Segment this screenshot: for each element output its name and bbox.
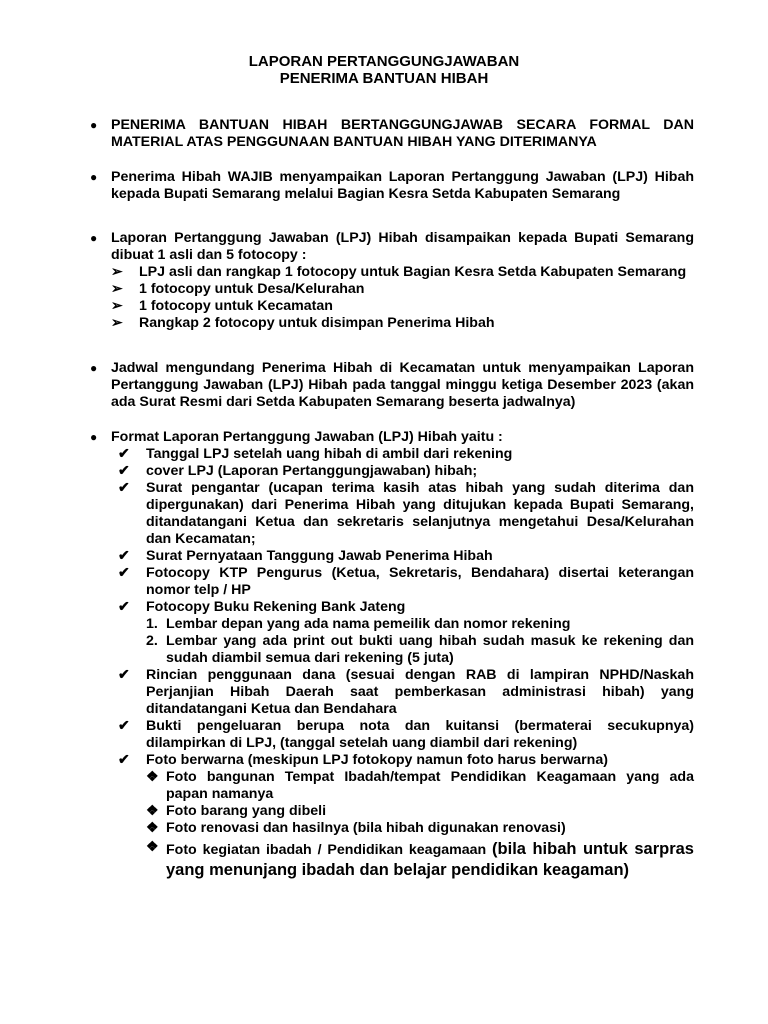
numbered-item: [118, 633, 694, 667]
photo-item: [118, 769, 694, 803]
checklist-item-text: cover LPJ (Laporan Pertanggungjawaban) hibah;: [146, 463, 478, 479]
item-number: 2.: [146, 633, 158, 649]
check-icon: ✔: [118, 480, 130, 496]
checklist-item-text: Bukti pengeluaran berupa nota dan kuitansi (bermaterai secukupnya) dilampirkan di LPJ, (tanggal setelah uang diambil dari rekening): [146, 718, 694, 751]
check-icon: ✔: [118, 718, 130, 734]
check-icon: ✔: [118, 599, 130, 615]
checklist-item-text: Foto berwarna (meskipun LPJ fotokopy namun foto harus berwarna): [146, 752, 608, 768]
paragraph-text: Laporan Pertanggung Jawaban (LPJ) Hibah disampaikan kepada Bupati Semarang dibuat 1 asli dan 5 fotocopy :: [111, 230, 694, 263]
photo-item-emphasis: (bila hibah untuk sarpras yang menunjang ibadah dan belajar pendidikan keagaman): [166, 840, 694, 879]
list-item-text: 1 fotocopy untuk Desa/Kelurahan: [139, 281, 365, 297]
diamond-icon: ❖: [146, 803, 159, 819]
bullet-icon: ●: [90, 231, 98, 245]
title-line-2: PENERIMA BANTUAN HIBAH: [279, 70, 489, 87]
document-title: [0, 53, 768, 87]
paragraph-text: PENERIMA BANTUAN HIBAH BERTANGGUNGJAWAB SECARA FORMAL DAN MATERIAL ATAS PENGGUNAAN BANTUAN HIBAH YANG DITERIMANYA: [111, 117, 694, 150]
list-item-text: Rangkap 2 fotocopy untuk disimpan Penerima Hibah: [139, 315, 495, 331]
check-icon: ✔: [118, 463, 130, 479]
checklist-item: [118, 548, 694, 565]
arrow-icon: ➢: [111, 298, 123, 314]
photo-item-text: Foto kegiatan ibadah / Pendidikan keagamaan: [166, 842, 493, 858]
checklist-item: [118, 565, 694, 599]
photo-item-text: Foto bangunan Tempat Ibadah/tempat Pendidikan Keagamaan yang ada papan namanya: [166, 769, 694, 802]
checklist-item-text: Surat pengantar (ucapan terima kasih atas hibah yang sudah diterima dan dipergunakan) dari Penerima Hibah yang ditujukan kepada Bupati Semarang, ditandatangani Ketua dan sekretaris selanjutnya mengetahui Desa/Kelurahan dan Kecamatan;: [146, 480, 694, 547]
check-icon: ✔: [118, 548, 130, 564]
check-icon: ✔: [118, 446, 130, 462]
photo-item: [118, 820, 694, 837]
checklist-item: [118, 667, 694, 718]
list-item-text: 1 fotocopy untuk Kecamatan: [139, 298, 333, 314]
list-item: [90, 315, 694, 332]
paragraph-schedule: [90, 360, 694, 411]
arrow-icon: ➢: [111, 315, 123, 331]
checklist-item: [118, 718, 694, 752]
paragraph-text: Jadwal mengundang Penerima Hibah di Kecamatan untuk menyampaikan Laporan Pertanggung Jawaban (LPJ) Hibah pada tanggal minggu ketiga Desember 2023 (akan ada Surat Resmi dari Setda Kabupaten Semarang beserta jadwalnya): [111, 360, 694, 410]
paragraph-formal-responsibility: [90, 117, 694, 151]
format-checklist: [90, 446, 694, 881]
numbered-item-text: Lembar yang ada print out bukti uang hibah sudah masuk ke rekening dan sudah diambil semua dari rekening (5 juta): [166, 633, 694, 666]
diamond-icon: ❖: [146, 820, 159, 836]
document-body: [90, 117, 694, 881]
arrow-icon: ➢: [111, 281, 123, 297]
list-item-text: LPJ asli dan rangkap 1 fotocopy untuk Bagian Kesra Setda Kabupaten Semarang: [139, 264, 687, 280]
arrow-icon: ➢: [111, 264, 123, 280]
photo-item-text: Foto barang yang dibeli: [166, 803, 327, 819]
list-item: [90, 281, 694, 298]
numbered-item-text: Lembar depan yang ada nama pemeilik dan nomor rekening: [166, 616, 571, 632]
checklist-item: [118, 446, 694, 463]
paragraph-text: Penerima Hibah WAJIB menyampaikan Laporan Pertanggung Jawaban (LPJ) Hibah kepada Bupati Semarang melalui Bagian Kesra Setda Kabupaten Semarang: [111, 169, 694, 202]
bullet-icon: ●: [90, 430, 98, 444]
checklist-item: [118, 599, 694, 616]
numbered-item: [118, 616, 694, 633]
bullet-icon: ●: [90, 361, 98, 375]
bullet-icon: ●: [90, 170, 98, 184]
checklist-item-text: Rincian penggunaan dana (sesuai dengan RAB di lampiran NPHD/Naskah Perjanjian Hibah Daerah saat pemberkasan administrasi hibah) yang ditandatangani Ketua dan Bendahara: [146, 667, 694, 717]
checklist-item: [118, 752, 694, 769]
check-icon: ✔: [118, 752, 130, 768]
photo-item-text: Foto renovasi dan hasilnya (bila hibah digunakan renovasi): [166, 820, 566, 836]
checklist-item: [118, 463, 694, 480]
checklist-item: [118, 480, 694, 548]
checklist-item-text: Fotocopy KTP Pengurus (Ketua, Sekretaris, Bendahara) disertai keterangan nomor telp / HP: [146, 565, 694, 598]
check-icon: ✔: [118, 565, 130, 581]
paragraph-lpj-copies: [90, 230, 694, 332]
bullet-icon: ●: [90, 118, 98, 132]
checklist-item-text: Surat Pernyataan Tanggung Jawab Penerima Hibah: [146, 548, 493, 564]
title-line-1: LAPORAN PERTANGGUNGJAWABAN: [248, 53, 520, 70]
list-item: [90, 298, 694, 315]
paragraph-lpj-format: [90, 429, 694, 446]
photo-item: [118, 839, 694, 881]
checklist-item-text: Fotocopy Buku Rekening Bank Jateng: [146, 599, 406, 615]
paragraph-text: Format Laporan Pertanggung Jawaban (LPJ) Hibah yaitu :: [111, 429, 503, 445]
diamond-icon: ❖: [146, 769, 159, 785]
checklist-item-text: Tanggal LPJ setelah uang hibah di ambil dari rekening: [146, 446, 513, 462]
photo-item: [118, 803, 694, 820]
paragraph-lpj-obligation: [90, 169, 694, 203]
list-item: [90, 264, 694, 281]
check-icon: ✔: [118, 667, 130, 683]
item-number: 1.: [146, 616, 158, 632]
diamond-icon: ❖: [146, 839, 159, 855]
